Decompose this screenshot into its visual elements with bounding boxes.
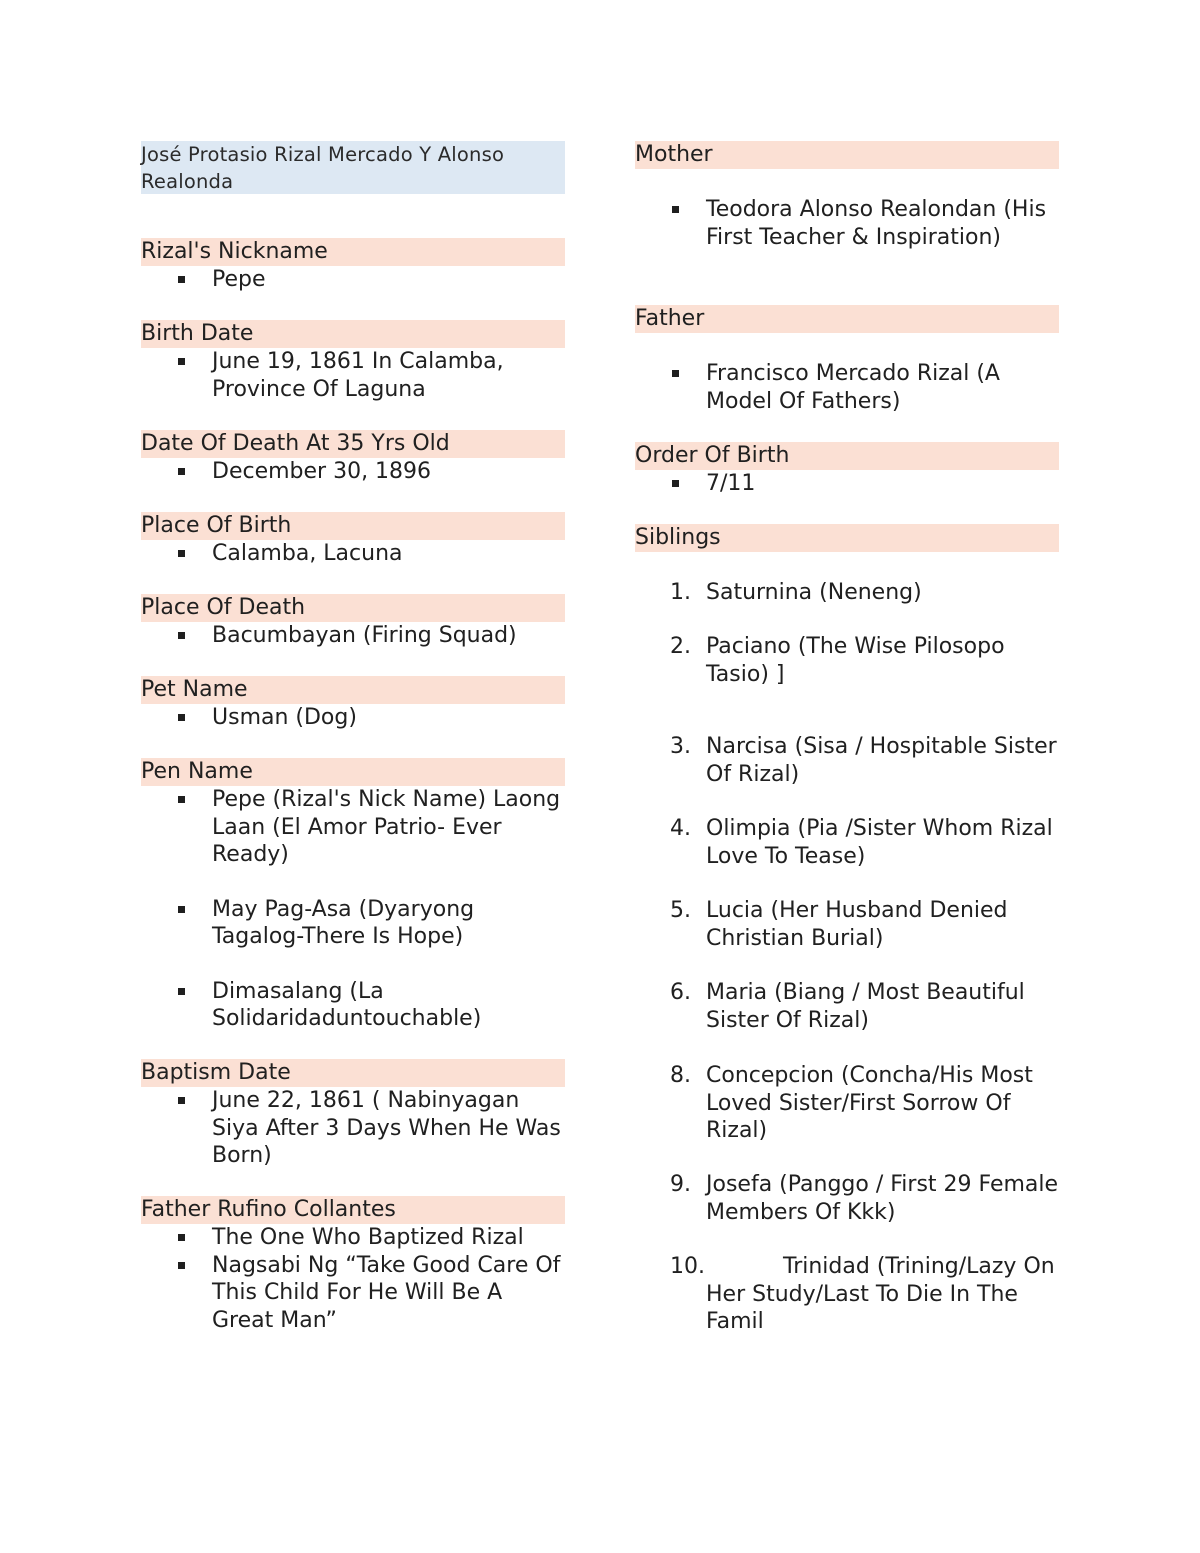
square-bullet-icon bbox=[178, 550, 185, 557]
list-item-text: May Pag-Asa (Dyaryong Tagalog-There Is Hope) bbox=[212, 896, 475, 949]
bullet-list bbox=[635, 470, 1059, 498]
list-number: 1. bbox=[670, 580, 691, 605]
list-item bbox=[635, 633, 1059, 688]
document-title: José Protasio Rizal Mercado Y Alonso Realonda bbox=[141, 141, 565, 194]
section-heading: Order Of Birth bbox=[635, 442, 1059, 470]
list-item-text: June 19, 1861 In Calamba, Province Of Laguna bbox=[212, 349, 504, 402]
bullet-list bbox=[141, 348, 565, 403]
list-item-text: Dimasalang (La Solidaridaduntouchable) bbox=[212, 978, 482, 1031]
list-item-text: Maria (Biang / Most Beautiful Sister Of Rizal) bbox=[706, 980, 1025, 1033]
list-item bbox=[635, 579, 1059, 607]
list-item bbox=[141, 348, 565, 403]
list-item-text: Bacumbayan (Firing Squad) bbox=[212, 623, 517, 648]
list-item bbox=[635, 196, 1059, 251]
list-item bbox=[141, 978, 565, 1033]
section-nickname bbox=[141, 238, 565, 294]
square-bullet-icon bbox=[672, 206, 679, 213]
section-birth-place bbox=[141, 512, 565, 568]
list-item-text: Concepcion (Concha/His Most Loved Sister/First Sorrow Of Rizal) bbox=[706, 1063, 1033, 1143]
list-item bbox=[635, 1062, 1059, 1145]
square-bullet-icon bbox=[178, 796, 185, 803]
square-bullet-icon bbox=[178, 906, 185, 913]
list-item-text: December 30, 1896 bbox=[212, 459, 432, 484]
square-bullet-icon bbox=[672, 480, 679, 487]
list-item bbox=[141, 1087, 565, 1170]
section-siblings bbox=[635, 524, 1059, 1334]
list-item-text: Paciano (The Wise Pilosopo Tasio) ] bbox=[706, 634, 1005, 687]
list-item bbox=[141, 1224, 565, 1252]
section-heading: Date Of Death At 35 Yrs Old bbox=[141, 430, 565, 458]
list-item bbox=[635, 979, 1059, 1034]
section-order-of-birth bbox=[635, 442, 1059, 498]
section-heading: Pen Name bbox=[141, 758, 565, 786]
list-item-text: Trinidad (Trining/Lazy On Her Study/Last To Die In The Famil bbox=[706, 1254, 1055, 1334]
list-item bbox=[141, 540, 565, 568]
list-item-text: Josefa (Panggo / First 29 Female Members Of Kkk) bbox=[706, 1172, 1059, 1225]
list-item-text: Pepe bbox=[212, 267, 266, 292]
list-number: 8. bbox=[670, 1063, 691, 1088]
square-bullet-icon bbox=[178, 1234, 185, 1241]
list-item bbox=[141, 1252, 565, 1335]
square-bullet-icon bbox=[178, 276, 185, 283]
list-item bbox=[635, 733, 1059, 788]
section-father-rufino bbox=[141, 1196, 565, 1334]
square-bullet-icon bbox=[178, 468, 185, 475]
list-number: 5. bbox=[670, 898, 691, 923]
section-mother bbox=[635, 141, 1059, 251]
list-item-text: The One Who Baptized Rizal bbox=[212, 1225, 524, 1250]
bullet-list bbox=[141, 1224, 565, 1334]
list-item-text: Narcisa (Sisa / Hospitable Sister Of Rizal) bbox=[706, 734, 1057, 787]
section-baptism-date bbox=[141, 1059, 565, 1170]
square-bullet-icon bbox=[178, 988, 185, 995]
section-heading: Pet Name bbox=[141, 676, 565, 704]
list-item-text: Pepe (Rizal's Nick Name) Laong Laan (El Amor Patrio- Ever Ready) bbox=[212, 787, 561, 867]
list-item bbox=[635, 1253, 1059, 1336]
list-item bbox=[141, 458, 565, 486]
list-item-text: Olimpia (Pia /Sister Whom Rizal Love To Tease) bbox=[706, 816, 1053, 869]
section-heading: Place Of Death bbox=[141, 594, 565, 622]
list-item bbox=[635, 360, 1059, 415]
list-number: 3. bbox=[670, 734, 691, 759]
square-bullet-icon bbox=[178, 358, 185, 365]
square-bullet-icon bbox=[672, 370, 679, 377]
list-item-text: 7/11 bbox=[706, 471, 756, 496]
bullet-list bbox=[141, 266, 565, 294]
section-birth-date bbox=[141, 320, 565, 403]
list-number: 6. bbox=[670, 980, 691, 1005]
list-item bbox=[635, 815, 1059, 870]
section-heading: Place Of Birth bbox=[141, 512, 565, 540]
list-item-text: Usman (Dog) bbox=[212, 705, 357, 730]
section-heading: Mother bbox=[635, 141, 1059, 169]
list-item bbox=[635, 470, 1059, 498]
list-item-text: Francisco Mercado Rizal (A Model Of Fathers) bbox=[706, 361, 1000, 414]
bullet-list bbox=[635, 196, 1059, 251]
list-number: 9. bbox=[670, 1172, 691, 1197]
bullet-list bbox=[141, 458, 565, 486]
bullet-list bbox=[141, 786, 565, 1033]
list-item bbox=[141, 622, 565, 650]
section-father bbox=[635, 305, 1059, 415]
list-item-text: Lucia (Her Husband Denied Christian Burial) bbox=[706, 898, 1008, 951]
section-heading: Birth Date bbox=[141, 320, 565, 348]
list-item bbox=[635, 1171, 1059, 1226]
list-item bbox=[141, 896, 565, 951]
list-item-text: Nagsabi Ng “Take Good Care Of This Child For He Will Be A Great Man” bbox=[212, 1252, 561, 1333]
bullet-list bbox=[635, 360, 1059, 415]
list-item bbox=[141, 266, 565, 294]
section-pet-name bbox=[141, 676, 565, 732]
bullet-list bbox=[141, 704, 565, 732]
section-death-date bbox=[141, 430, 565, 486]
list-item-text: Teodora Alonso Realondan (His First Teacher & Inspiration) bbox=[706, 197, 1047, 250]
bullet-list bbox=[141, 540, 565, 568]
list-item bbox=[141, 704, 565, 732]
section-heading: Father bbox=[635, 305, 1059, 333]
list-item bbox=[635, 897, 1059, 952]
square-bullet-icon bbox=[178, 714, 185, 721]
section-heading: Siblings bbox=[635, 524, 1059, 552]
square-bullet-icon bbox=[178, 1097, 185, 1104]
list-number: 10. bbox=[670, 1254, 705, 1279]
square-bullet-icon bbox=[178, 1262, 185, 1269]
list-item-text: June 22, 1861 ( Nabinyagan Siya After 3 Days When He Was Born) bbox=[212, 1088, 561, 1168]
square-bullet-icon bbox=[178, 632, 185, 639]
bullet-list bbox=[141, 622, 565, 650]
section-death-place bbox=[141, 594, 565, 650]
section-heading: Father Rufino Collantes bbox=[141, 1196, 565, 1224]
section-heading: Rizal's Nickname bbox=[141, 238, 565, 266]
list-number: 4. bbox=[670, 816, 691, 841]
list-number: 2. bbox=[670, 634, 691, 659]
bullet-list bbox=[141, 1087, 565, 1170]
section-pen-name bbox=[141, 758, 565, 1033]
list-item-text: Saturnina (Neneng) bbox=[706, 580, 922, 605]
list-item-text: Calamba, Lacuna bbox=[212, 541, 403, 566]
section-heading: Baptism Date bbox=[141, 1059, 565, 1087]
list-item bbox=[141, 786, 565, 869]
